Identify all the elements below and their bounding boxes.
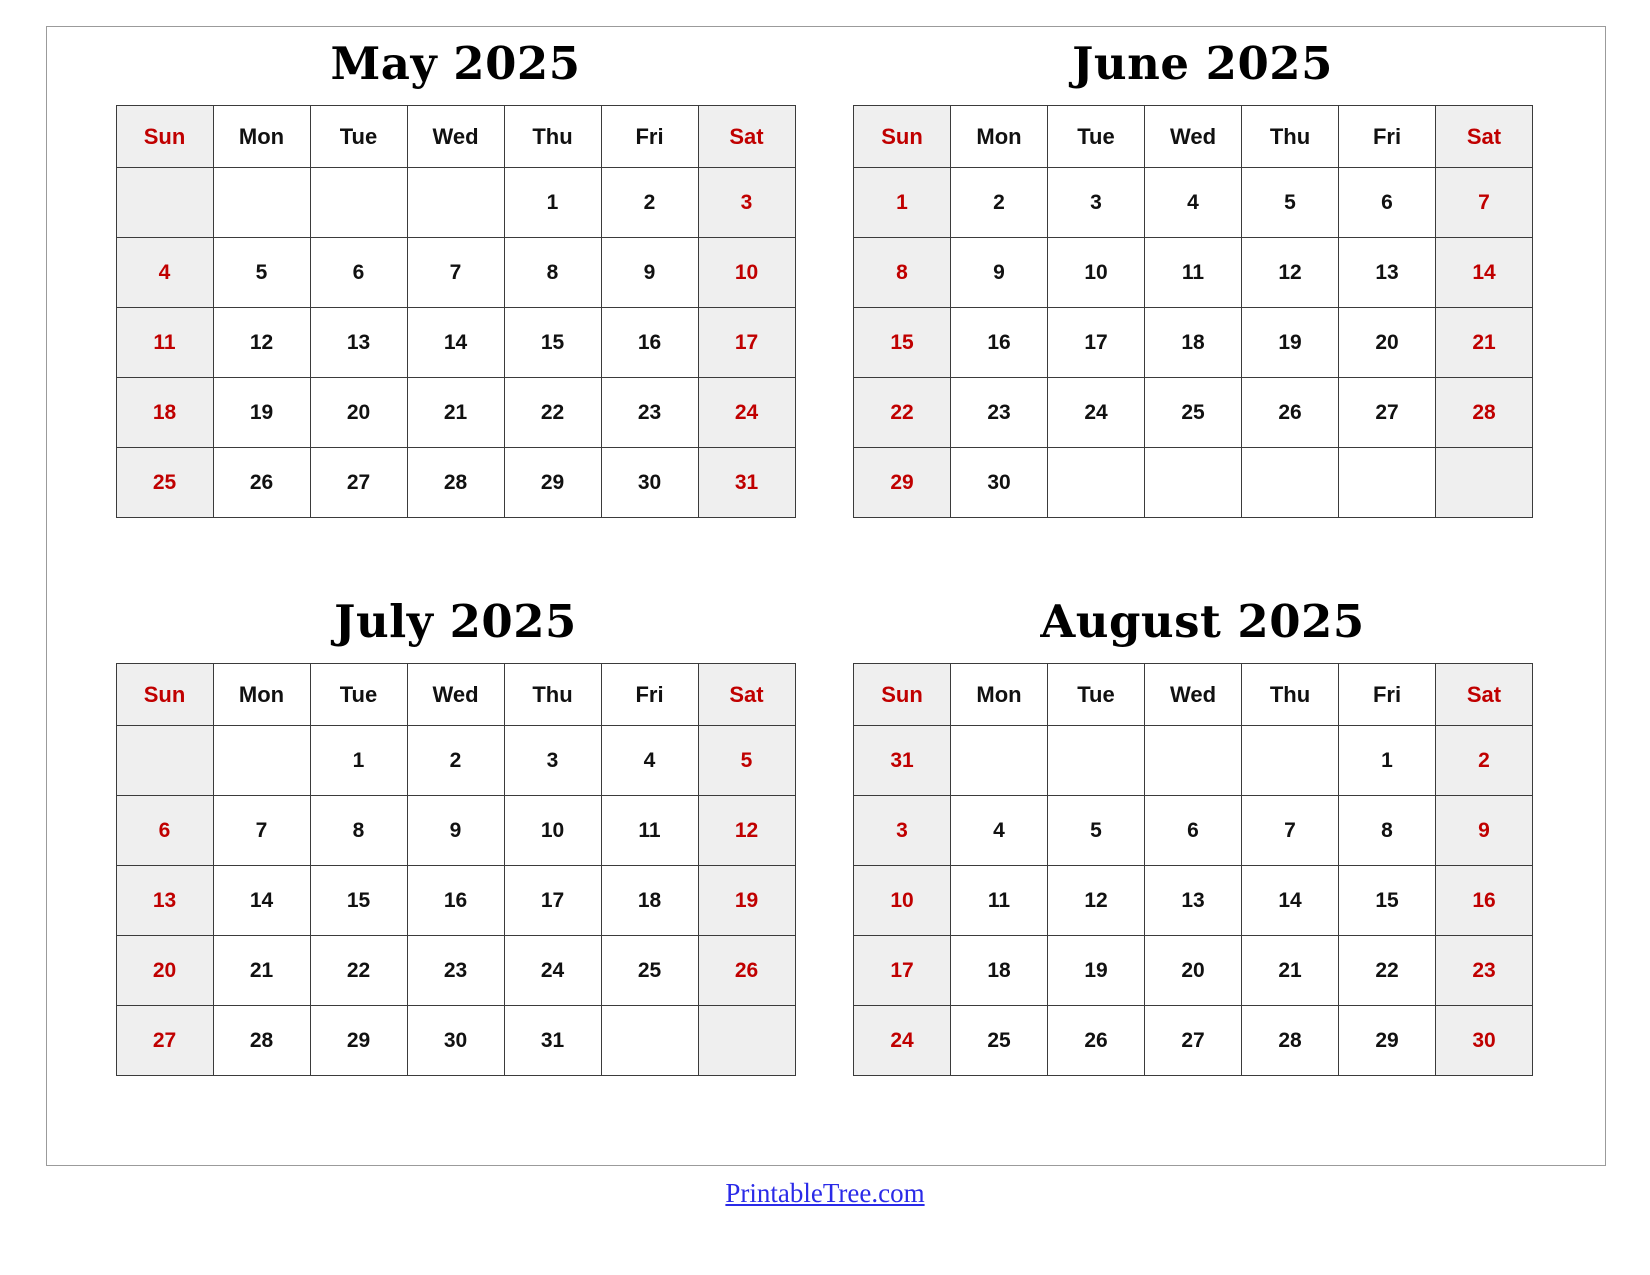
weekday-sun: Sun bbox=[854, 664, 951, 726]
month-title-july: July 2025 bbox=[334, 595, 577, 648]
calendar-day-cell[interactable]: 28 bbox=[407, 448, 504, 518]
weekday-mon: Mon bbox=[213, 664, 310, 726]
calendar-day-cell[interactable]: 6 bbox=[116, 796, 213, 866]
calendar-week-row bbox=[116, 378, 795, 448]
calendar-day-cell[interactable]: 20 bbox=[1339, 308, 1436, 378]
calendar-day-cell[interactable]: 13 bbox=[1145, 866, 1242, 936]
calendar-day-cell[interactable]: 24 bbox=[504, 936, 601, 1006]
calendar-day-cell[interactable]: 17 bbox=[698, 308, 795, 378]
weekday-header-row bbox=[116, 106, 795, 168]
calendar-day-cell[interactable]: 30 bbox=[951, 448, 1048, 518]
calendar-day-cell[interactable]: 21 bbox=[407, 378, 504, 448]
calendar-day-cell[interactable]: 7 bbox=[213, 796, 310, 866]
calendar-day-cell[interactable]: 9 bbox=[601, 238, 698, 308]
calendar-day-cell[interactable]: 12 bbox=[1048, 866, 1145, 936]
calendar-cell-empty bbox=[1242, 448, 1339, 518]
calendar-day-cell[interactable]: 11 bbox=[951, 866, 1048, 936]
printabletree-link[interactable]: PrintableTree.com bbox=[725, 1178, 925, 1208]
calendar-day-cell[interactable]: 4 bbox=[1145, 168, 1242, 238]
calendar-day-cell[interactable]: 25 bbox=[1145, 378, 1242, 448]
calendar-day-cell[interactable]: 5 bbox=[1048, 796, 1145, 866]
calendar-day-cell[interactable]: 2 bbox=[407, 726, 504, 796]
calendar-day-cell[interactable]: 23 bbox=[601, 378, 698, 448]
calendar-day-cell[interactable]: 22 bbox=[310, 936, 407, 1006]
calendar-day-cell[interactable]: 26 bbox=[1048, 1006, 1145, 1076]
calendar-day-cell[interactable]: 30 bbox=[407, 1006, 504, 1076]
month-block-may bbox=[82, 37, 829, 598]
weekday-thu: Thu bbox=[1242, 106, 1339, 168]
calendar-day-cell[interactable]: 11 bbox=[116, 308, 213, 378]
calendar-week-row bbox=[116, 308, 795, 378]
calendar-week-row bbox=[116, 936, 795, 1006]
calendar-day-cell[interactable]: 27 bbox=[1339, 378, 1436, 448]
calendar-week-row bbox=[854, 796, 1533, 866]
calendar-day-cell[interactable]: 5 bbox=[213, 238, 310, 308]
calendar-cell-empty bbox=[1242, 726, 1339, 796]
calendar-grid bbox=[46, 26, 1606, 1166]
calendar-day-cell[interactable]: 7 bbox=[407, 238, 504, 308]
calendar-day-cell[interactable]: 13 bbox=[1339, 238, 1436, 308]
calendar-day-cell[interactable]: 21 bbox=[1436, 308, 1533, 378]
calendar-day-cell[interactable]: 31 bbox=[698, 448, 795, 518]
calendar-cell-empty bbox=[951, 726, 1048, 796]
calendar-day-cell[interactable]: 20 bbox=[1145, 936, 1242, 1006]
weekday-tue: Tue bbox=[310, 664, 407, 726]
calendar-day-cell[interactable]: 21 bbox=[1242, 936, 1339, 1006]
calendar-day-cell[interactable]: 17 bbox=[854, 936, 951, 1006]
calendar-day-cell[interactable]: 29 bbox=[854, 448, 951, 518]
weekday-wed: Wed bbox=[407, 664, 504, 726]
calendar-day-cell[interactable]: 15 bbox=[854, 308, 951, 378]
calendar-day-cell[interactable]: 4 bbox=[601, 726, 698, 796]
calendar-day-cell[interactable]: 25 bbox=[116, 448, 213, 518]
calendar-day-cell[interactable]: 14 bbox=[1436, 238, 1533, 308]
calendar-body-may bbox=[116, 168, 795, 518]
calendar-day-cell[interactable]: 26 bbox=[213, 448, 310, 518]
calendar-day-cell[interactable]: 16 bbox=[407, 866, 504, 936]
calendar-cell-empty bbox=[1048, 726, 1145, 796]
calendar-day-cell[interactable]: 4 bbox=[116, 238, 213, 308]
calendar-day-cell[interactable]: 10 bbox=[854, 866, 951, 936]
calendar-body-june bbox=[854, 168, 1533, 518]
calendar-day-cell[interactable]: 18 bbox=[951, 936, 1048, 1006]
calendar-day-cell[interactable]: 24 bbox=[1048, 378, 1145, 448]
calendar-week-row bbox=[116, 726, 795, 796]
calendar-day-cell[interactable]: 29 bbox=[504, 448, 601, 518]
weekday-header-row bbox=[854, 106, 1533, 168]
calendar-day-cell[interactable]: 30 bbox=[601, 448, 698, 518]
calendar-day-cell[interactable]: 25 bbox=[951, 1006, 1048, 1076]
weekday-tue: Tue bbox=[1048, 664, 1145, 726]
calendar-day-cell[interactable]: 22 bbox=[504, 378, 601, 448]
weekday-mon: Mon bbox=[213, 106, 310, 168]
calendar-day-cell[interactable]: 13 bbox=[310, 308, 407, 378]
month-block-june bbox=[829, 37, 1576, 598]
calendar-day-cell[interactable]: 18 bbox=[601, 866, 698, 936]
calendar-day-cell[interactable]: 23 bbox=[1436, 936, 1533, 1006]
calendar-table-june bbox=[853, 105, 1533, 518]
calendar-day-cell[interactable]: 24 bbox=[854, 1006, 951, 1076]
calendar-day-cell[interactable]: 18 bbox=[1145, 308, 1242, 378]
calendar-day-cell[interactable]: 16 bbox=[1436, 866, 1533, 936]
calendar-week-row bbox=[116, 448, 795, 518]
calendar-day-cell[interactable]: 17 bbox=[1048, 308, 1145, 378]
calendar-day-cell[interactable]: 29 bbox=[1339, 1006, 1436, 1076]
calendar-day-cell[interactable]: 7 bbox=[1436, 168, 1533, 238]
calendar-table-august bbox=[853, 663, 1533, 1076]
calendar-day-cell[interactable]: 29 bbox=[310, 1006, 407, 1076]
weekday-thu: Thu bbox=[1242, 664, 1339, 726]
calendar-day-cell[interactable]: 31 bbox=[504, 1006, 601, 1076]
calendar-day-cell[interactable]: 19 bbox=[698, 866, 795, 936]
weekday-wed: Wed bbox=[1145, 664, 1242, 726]
calendar-day-cell[interactable]: 14 bbox=[213, 866, 310, 936]
calendar-day-cell[interactable]: 28 bbox=[1242, 1006, 1339, 1076]
weekday-sat: Sat bbox=[698, 664, 795, 726]
weekday-wed: Wed bbox=[407, 106, 504, 168]
calendar-day-cell[interactable]: 8 bbox=[1339, 796, 1436, 866]
month-block-august bbox=[829, 595, 1576, 1156]
calendar-day-cell[interactable]: 10 bbox=[698, 238, 795, 308]
calendar-day-cell[interactable]: 17 bbox=[504, 866, 601, 936]
calendar-day-cell[interactable]: 2 bbox=[951, 168, 1048, 238]
calendar-day-cell[interactable]: 16 bbox=[951, 308, 1048, 378]
weekday-fri: Fri bbox=[601, 664, 698, 726]
calendar-day-cell[interactable]: 12 bbox=[213, 308, 310, 378]
calendar-day-cell[interactable]: 25 bbox=[601, 936, 698, 1006]
calendar-day-cell[interactable]: 4 bbox=[951, 796, 1048, 866]
calendar-week-row bbox=[854, 866, 1533, 936]
calendar-cell-empty bbox=[601, 1006, 698, 1076]
calendar-day-cell[interactable]: 3 bbox=[854, 796, 951, 866]
calendar-day-cell[interactable]: 6 bbox=[1145, 796, 1242, 866]
weekday-tue: Tue bbox=[310, 106, 407, 168]
calendar-day-cell[interactable]: 27 bbox=[116, 1006, 213, 1076]
calendar-cell-empty bbox=[1339, 448, 1436, 518]
calendar-day-cell[interactable]: 12 bbox=[1242, 238, 1339, 308]
calendar-day-cell[interactable]: 26 bbox=[698, 936, 795, 1006]
calendar-week-row bbox=[116, 1006, 795, 1076]
weekday-sat: Sat bbox=[1436, 106, 1533, 168]
calendar-day-cell[interactable]: 15 bbox=[1339, 866, 1436, 936]
month-title-august: August 2025 bbox=[1040, 595, 1365, 648]
month-title-may: May 2025 bbox=[330, 37, 581, 90]
weekday-sun: Sun bbox=[116, 664, 213, 726]
calendar-cell-empty bbox=[698, 1006, 795, 1076]
calendar-day-cell[interactable]: 1 bbox=[310, 726, 407, 796]
weekday-fri: Fri bbox=[1339, 664, 1436, 726]
calendar-day-cell[interactable]: 28 bbox=[213, 1006, 310, 1076]
calendar-day-cell[interactable]: 3 bbox=[698, 168, 795, 238]
month-block-july bbox=[82, 595, 829, 1156]
calendar-day-cell[interactable]: 27 bbox=[1145, 1006, 1242, 1076]
calendar-cell-empty bbox=[1145, 448, 1242, 518]
footer bbox=[0, 1178, 1650, 1209]
calendar-week-row bbox=[116, 796, 795, 866]
calendar-day-cell[interactable]: 2 bbox=[601, 168, 698, 238]
calendar-cell-empty bbox=[116, 726, 213, 796]
calendar-day-cell[interactable]: 9 bbox=[951, 238, 1048, 308]
calendar-week-row bbox=[854, 726, 1533, 796]
calendar-day-cell[interactable]: 16 bbox=[601, 308, 698, 378]
calendar-day-cell[interactable]: 12 bbox=[698, 796, 795, 866]
calendar-week-row bbox=[854, 238, 1533, 308]
weekday-wed: Wed bbox=[1145, 106, 1242, 168]
calendar-week-row bbox=[116, 866, 795, 936]
weekday-mon: Mon bbox=[951, 106, 1048, 168]
calendar-day-cell[interactable]: 11 bbox=[1145, 238, 1242, 308]
weekday-header-row bbox=[854, 664, 1533, 726]
calendar-day-cell[interactable]: 13 bbox=[116, 866, 213, 936]
calendar-day-cell[interactable]: 5 bbox=[698, 726, 795, 796]
calendar-cell-empty bbox=[213, 726, 310, 796]
calendar-day-cell[interactable]: 23 bbox=[407, 936, 504, 1006]
calendar-day-cell[interactable]: 20 bbox=[310, 378, 407, 448]
calendar-table-may bbox=[116, 105, 796, 518]
calendar-day-cell[interactable]: 21 bbox=[213, 936, 310, 1006]
weekday-fri: Fri bbox=[601, 106, 698, 168]
calendar-day-cell[interactable]: 20 bbox=[116, 936, 213, 1006]
calendar-day-cell[interactable]: 19 bbox=[213, 378, 310, 448]
calendar-body-july bbox=[116, 726, 795, 1076]
calendar-week-row bbox=[854, 308, 1533, 378]
calendar-week-row bbox=[854, 448, 1533, 518]
weekday-thu: Thu bbox=[504, 664, 601, 726]
calendar-cell-empty bbox=[310, 168, 407, 238]
calendar-day-cell[interactable]: 14 bbox=[1242, 866, 1339, 936]
calendar-week-row bbox=[854, 1006, 1533, 1076]
calendar-day-cell[interactable]: 28 bbox=[1436, 378, 1533, 448]
calendar-day-cell[interactable]: 3 bbox=[504, 726, 601, 796]
calendar-week-row bbox=[116, 168, 795, 238]
calendar-day-cell[interactable]: 2 bbox=[1436, 726, 1533, 796]
calendar-day-cell[interactable]: 6 bbox=[310, 238, 407, 308]
calendar-day-cell[interactable]: 24 bbox=[698, 378, 795, 448]
calendar-day-cell[interactable]: 18 bbox=[116, 378, 213, 448]
weekday-tue: Tue bbox=[1048, 106, 1145, 168]
calendar-day-cell[interactable]: 19 bbox=[1242, 308, 1339, 378]
calendar-day-cell[interactable]: 31 bbox=[854, 726, 951, 796]
calendar-cell-empty bbox=[1048, 448, 1145, 518]
calendar-day-cell[interactable]: 1 bbox=[504, 168, 601, 238]
calendar-cell-empty bbox=[116, 168, 213, 238]
calendar-day-cell[interactable]: 15 bbox=[310, 866, 407, 936]
weekday-sun: Sun bbox=[116, 106, 213, 168]
calendar-day-cell[interactable]: 8 bbox=[504, 238, 601, 308]
calendar-day-cell[interactable]: 27 bbox=[310, 448, 407, 518]
weekday-sat: Sat bbox=[698, 106, 795, 168]
calendar-day-cell[interactable]: 23 bbox=[951, 378, 1048, 448]
calendar-day-cell[interactable]: 11 bbox=[601, 796, 698, 866]
calendar-day-cell[interactable]: 8 bbox=[854, 238, 951, 308]
weekday-sat: Sat bbox=[1436, 664, 1533, 726]
calendar-day-cell[interactable]: 19 bbox=[1048, 936, 1145, 1006]
weekday-sun: Sun bbox=[854, 106, 951, 168]
calendar-week-row bbox=[854, 378, 1533, 448]
calendar-day-cell[interactable]: 5 bbox=[1242, 168, 1339, 238]
calendar-day-cell[interactable]: 22 bbox=[854, 378, 951, 448]
calendar-body-august bbox=[854, 726, 1533, 1076]
calendar-week-row bbox=[854, 936, 1533, 1006]
calendar-day-cell[interactable]: 9 bbox=[1436, 796, 1533, 866]
weekday-thu: Thu bbox=[504, 106, 601, 168]
calendar-day-cell[interactable]: 26 bbox=[1242, 378, 1339, 448]
calendar-cell-empty bbox=[1436, 448, 1533, 518]
calendar-week-row bbox=[116, 238, 795, 308]
month-title-june: June 2025 bbox=[1072, 37, 1333, 90]
weekday-header-row bbox=[116, 664, 795, 726]
calendar-day-cell[interactable]: 14 bbox=[407, 308, 504, 378]
weekday-mon: Mon bbox=[951, 664, 1048, 726]
calendar-day-cell[interactable]: 9 bbox=[407, 796, 504, 866]
calendar-day-cell[interactable]: 10 bbox=[504, 796, 601, 866]
calendar-cell-empty bbox=[1145, 726, 1242, 796]
calendar-day-cell[interactable]: 3 bbox=[1048, 168, 1145, 238]
calendar-day-cell[interactable]: 8 bbox=[310, 796, 407, 866]
calendar-cell-empty bbox=[213, 168, 310, 238]
calendar-table-july bbox=[116, 663, 796, 1076]
calendar-week-row bbox=[854, 168, 1533, 238]
calendar-day-cell[interactable]: 10 bbox=[1048, 238, 1145, 308]
calendar-day-cell[interactable]: 7 bbox=[1242, 796, 1339, 866]
calendar-day-cell[interactable]: 22 bbox=[1339, 936, 1436, 1006]
weekday-fri: Fri bbox=[1339, 106, 1436, 168]
calendar-day-cell[interactable]: 30 bbox=[1436, 1006, 1533, 1076]
calendar-cell-empty bbox=[407, 168, 504, 238]
calendar-day-cell[interactable]: 15 bbox=[504, 308, 601, 378]
calendar-day-cell[interactable]: 6 bbox=[1339, 168, 1436, 238]
calendar-day-cell[interactable]: 1 bbox=[854, 168, 951, 238]
calendar-day-cell[interactable]: 1 bbox=[1339, 726, 1436, 796]
